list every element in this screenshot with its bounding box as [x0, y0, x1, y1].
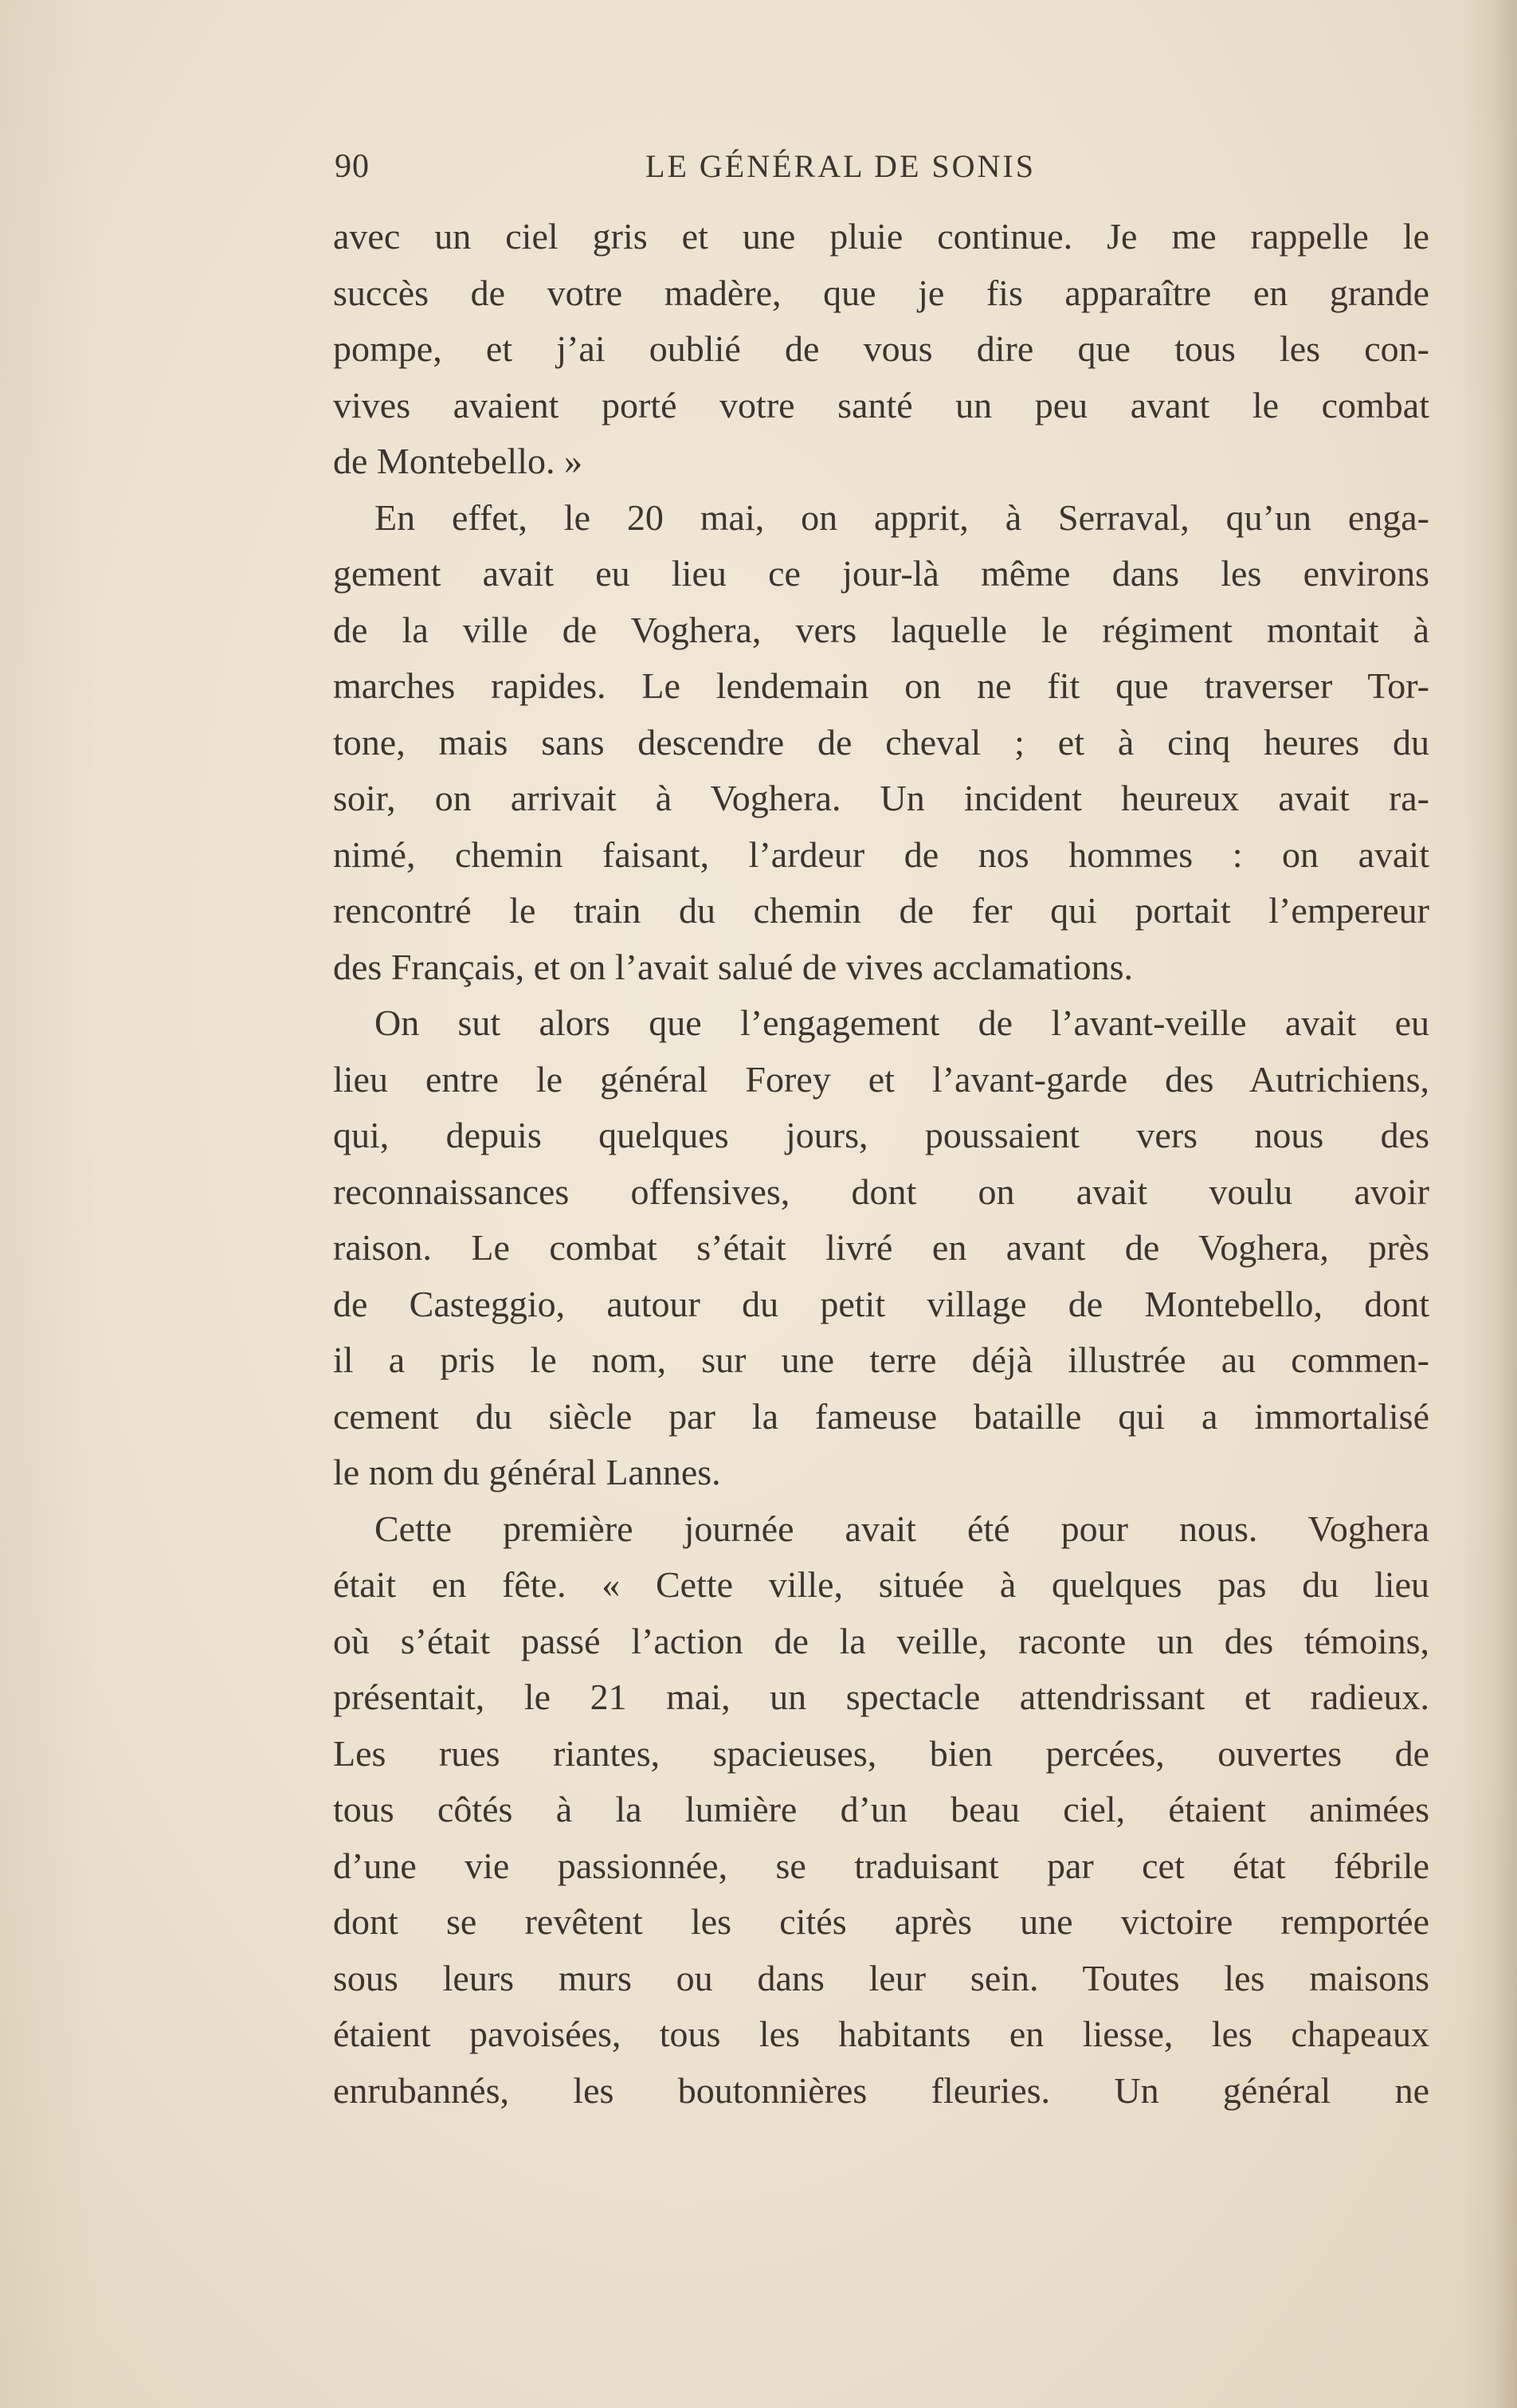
- text-line: le nom du général Lannes.: [333, 1452, 721, 1492]
- text-line: de Montebello. »: [333, 441, 582, 481]
- text-line: où s’était passé l’action de la veille, raconte un des témoins,: [333, 1620, 1429, 1661]
- text-line: raison. Le combat s’était livré en avant de Voghera, près: [333, 1227, 1429, 1268]
- text-line: d’une vie passionnée, se traduisant par cet état fébrile: [333, 1845, 1429, 1886]
- text-line: soir, on arrivait à Voghera. Un incident heureux avait ra-: [333, 778, 1429, 818]
- text-line: des Français, et on l’avait salué de vives acclamations.: [333, 946, 1133, 987]
- text-line: étaient pavoisées, tous les habitants en liesse, les chapeaux: [333, 2014, 1429, 2054]
- text-line: de Casteggio, autour du petit village de Montebello, dont: [333, 1283, 1429, 1324]
- text-line: sous leurs murs ou dans leur sein. Toutes les maisons: [333, 1957, 1429, 1998]
- text-line: gement avait eu lieu ce jour-là même dans les environs: [333, 553, 1429, 594]
- text-line: enrubannés, les boutonnières fleuries. Un général ne: [333, 2069, 1429, 2111]
- text-line: tone, mais sans descendre de cheval ; et à cinq heures du: [333, 721, 1429, 763]
- text-line: marches rapides. Le lendemain on ne fit que traverser Tor-: [333, 665, 1429, 706]
- text-line: présentait, le 21 mai, un spectacle attendrissant et radieux.: [333, 1677, 1429, 1717]
- text-line: cement du siècle par la fameuse bataille qui a immortalisé: [333, 1395, 1429, 1437]
- running-head: [335, 147, 1426, 195]
- text-line: nimé, chemin faisant, l’ardeur de nos hommes : on avait: [333, 833, 1429, 875]
- text-line: tous côtés à la lumière d’un beau ciel, étaient animées: [333, 1789, 1429, 1830]
- text-line: était en fête. « Cette ville, située à quelques pas du lieu: [333, 1564, 1429, 1605]
- text-line: qui, depuis quelques jours, poussaient vers nous des: [333, 1115, 1429, 1155]
- body-text: [333, 209, 1429, 2119]
- text-line: pompe, et j’ai oublié de vous dire que tous les con-: [333, 328, 1429, 369]
- text-line: Les rues riantes, spacieuses, bien percées, ouvertes de: [333, 1732, 1429, 1774]
- page-edge-right: [1461, 0, 1517, 2408]
- text-line: Cette première journée avait été pour nous. Voghera: [374, 1508, 1429, 1549]
- text-line: reconnaissances offensives, dont on avait voulu avoir: [333, 1171, 1429, 1212]
- text-line: vives avaient porté votre santé un peu avant le combat: [333, 384, 1429, 426]
- text-line: On sut alors que l’engagement de l’avant-veille avait eu: [374, 1002, 1429, 1043]
- text-line: En effet, le 20 mai, on apprit, à Serraval, qu’un enga-: [374, 496, 1429, 538]
- text-line: lieu entre le général Forey et l’avant-garde des Autrichiens,: [333, 1058, 1429, 1100]
- text-line: succès de votre madère, que je fis apparaître en grande: [333, 272, 1429, 313]
- text-line: avec un ciel gris et une pluie continue. Je me rappelle le: [333, 216, 1429, 257]
- page-number: 90: [335, 148, 370, 185]
- text-line: rencontré le train du chemin de fer qui portait l’empereur: [333, 890, 1429, 931]
- text-line: il a pris le nom, sur une terre déjà illustrée au commen-: [333, 1339, 1429, 1380]
- running-title: LE GÉNÉRAL DE SONIS: [645, 148, 1036, 184]
- page-edge-left: [0, 0, 96, 2408]
- text-line: dont se revêtent les cités après une victoire remportée: [333, 1901, 1429, 1942]
- text-line: de la ville de Voghera, vers laquelle le régiment montait à: [333, 609, 1429, 650]
